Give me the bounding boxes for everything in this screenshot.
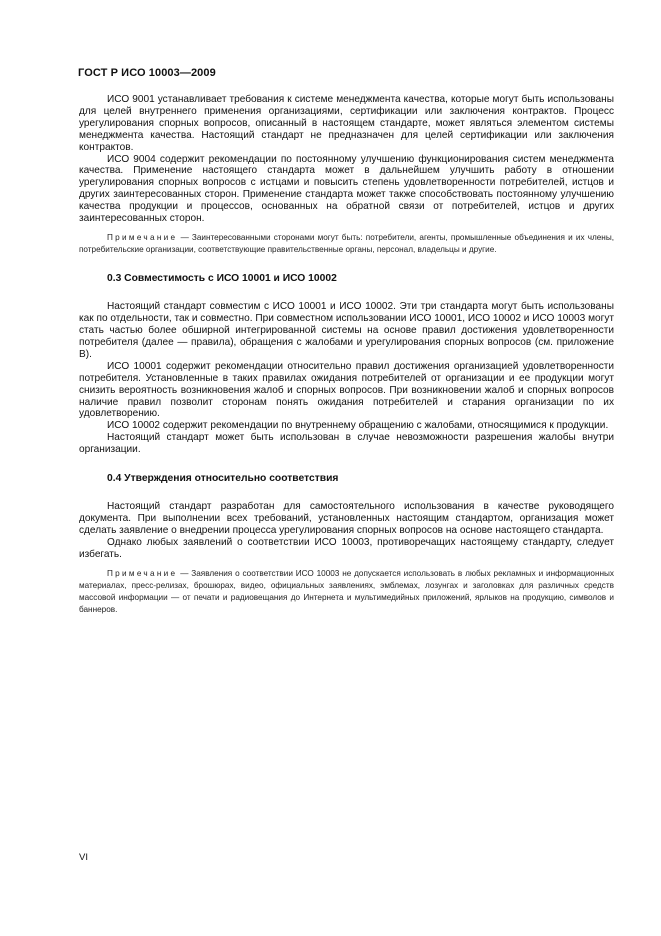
section-0-4-note [79,568,614,617]
intro-note [79,232,614,256]
page-number: VI [79,852,88,863]
section-0-4-title: 0.4 Утверждения относительно соответствия [107,473,339,485]
note-text: — Заявления о соответствии ИСО 10003 не допускается использовать в любых рекламных и информационных материалах, пресс-релизах, брошюрах, видео, официальных заявлениях, эмблемах, лозунгах и заголовках для различных средств массовой информации — от печати и радиовещания до Интернета и мультимедийных приложений, ярлыков на продукцию, символов и баннеров. [79,568,614,615]
section-0-3-paragraph-2: ИСО 10001 содержит рекомендации относительно правил достижения организацией удовлетворенности потребителя. Установленные в таких правилах ожидания потребителей от организации и ее продукции могут снизить вероятность возникновения жалоб и спорных вопросов. При возникновении жалоб и спорных вопросов наличие правил позволит сторонам понять ожидания потребителей и старания организации по их удовлетворению. [79,360,614,420]
intro-paragraph-iso9004: ИСО 9004 содержит рекомендации по постоянному улучшению функционирования систем менеджмента качества. Применение настоящего стандарта может в дальнейшем улучшить работу в отношении урегулирования спорных вопросов с истцами и повысить степень удовлетворенности потребителей, истцов и других заинтересованных сторон. Применение стандарта может также способствовать постоянному улучшению качества продукции и процессов, основанных на обратной связи от потребителей, истцов и других заинтересованных сторон. [79,153,614,225]
section-0-4-paragraph-1: Настоящий стандарт разработан для самостоятельного использования в качестве руководящего документа. При выполнении всех требований, установленных настоящим стандартом, организация может сделать заявление о внедрении процесса урегулирования спорных вопросов на основе настоящего стандарта. [79,500,614,536]
page-header-title: ГОСТ Р ИСО 10003—2009 [78,67,216,79]
note-label: Примечание [107,568,178,578]
section-0-3-paragraph-4: Настоящий стандарт может быть использован в случае невозможности разрешения жалобы внутри организации. [79,432,614,456]
note-label: Примечание [107,232,178,242]
section-0-3-paragraph-1: Настоящий стандарт совместим с ИСО 10001 и ИСО 10002. Эти три стандарта могут быть использованы как по отдельности, так и совместно. При совместном использовании ИСО 10001, ИСО 10002 и ИСО 10003 могут стать частью более обширной интегрированной системы на основе правил достижения удовлетворенности потребителя (далее — правила), обращения с жалобами и урегулирования спорных вопросов (см. приложение В). [79,301,614,360]
document-body [79,94,614,616]
section-0-4-paragraph-2: Однако любых заявлений о соответствии ИСО 10003, противоречащих настоящему стандарту, следует избегать. [79,536,614,560]
note-text: — Заинтересованными сторонами могут быть: потребители, агенты, промышленные объединения и их члены, потребительские организации, соответствующие правительственные органы, персонал, владельцы и другие. [79,232,614,255]
section-0-3-paragraph-3: ИСО 10002 содержит рекомендации по внутреннему обращению с жалобами, относящимися к продукции. [107,420,609,432]
section-0-3-title: 0.3 Совместимость с ИСО 10001 и ИСО 10002 [107,273,337,285]
intro-paragraph-iso9001: ИСО 9001 устанавливает требования к системе менеджмента качества, которые могут быть использованы для целей внутреннего применения организациями, сертификации или заключения контрактов. Процесс урегулирования спорных вопросов, описанный в настоящем стандарте, может являться элементом системы менеджмента качества. Настоящий стандарт не предназначен для целей сертификации или заключения контрактов. [79,94,614,153]
